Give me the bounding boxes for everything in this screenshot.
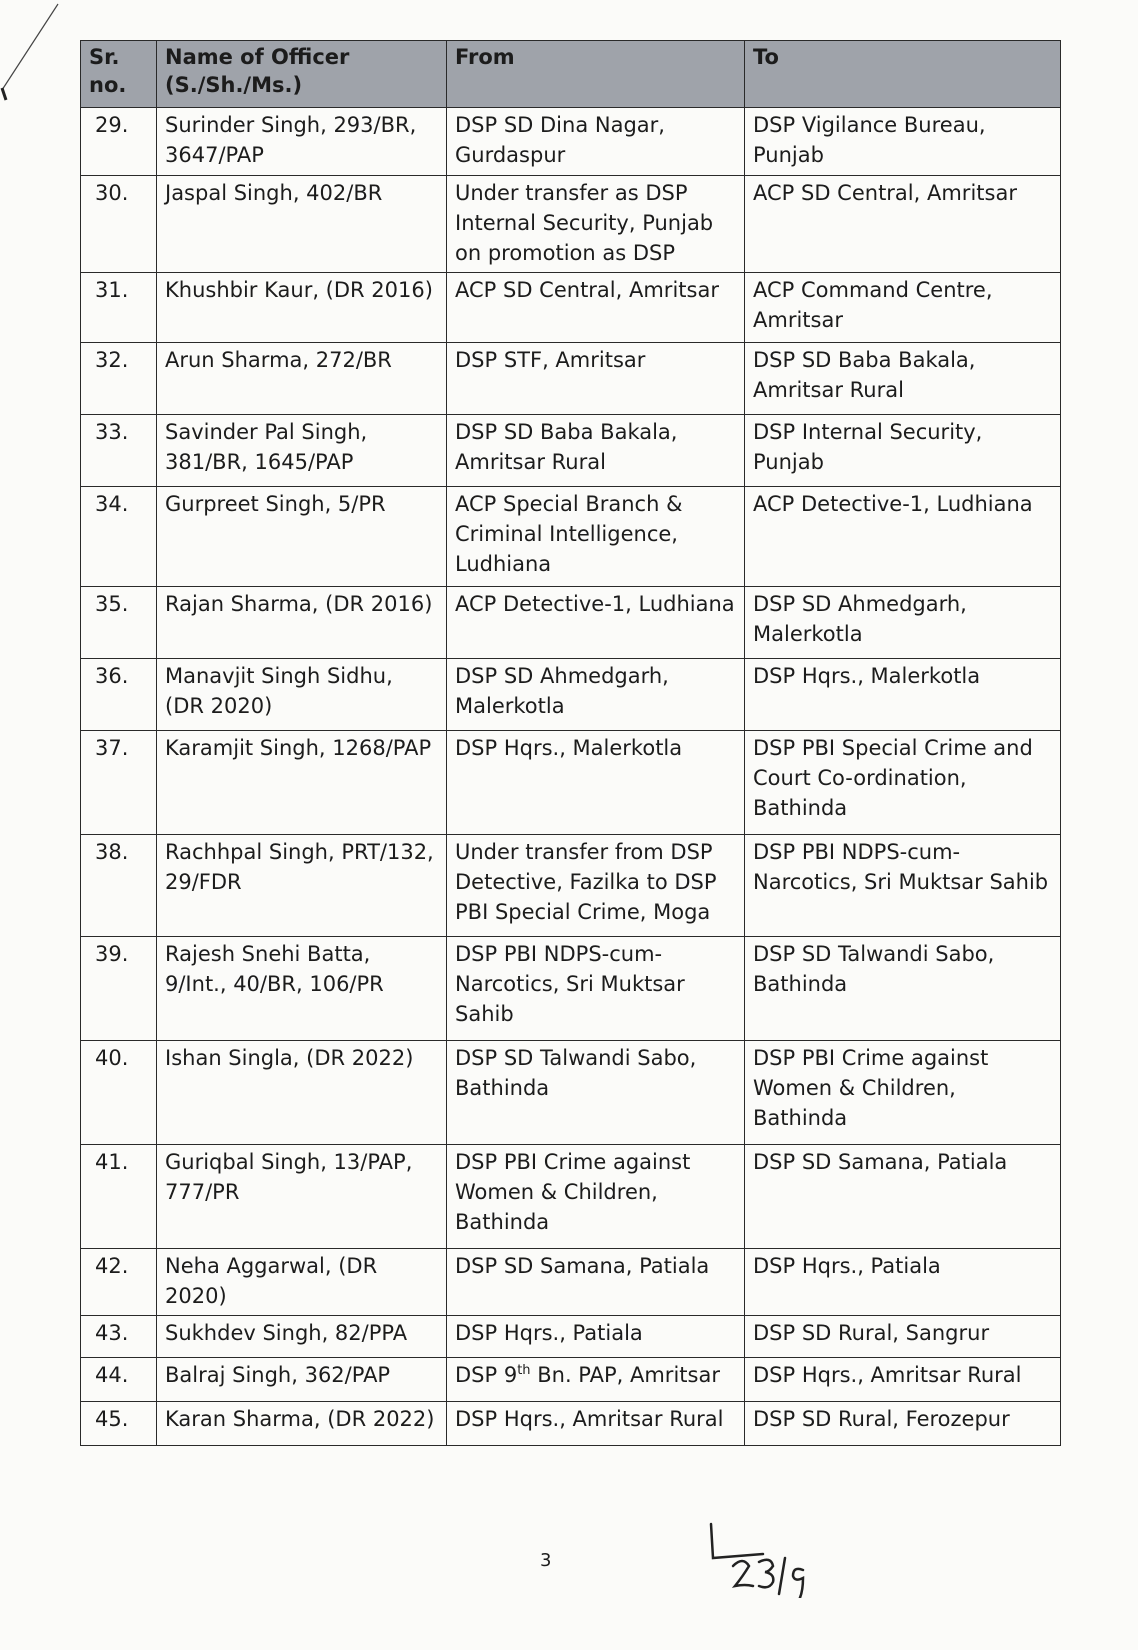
cell-name: Karamjit Singh, 1268/PAP xyxy=(157,731,447,835)
table-row xyxy=(81,937,1061,1041)
cell-from: DSP SD Baba Bakala, Amritsar Rural xyxy=(447,415,745,487)
table-row xyxy=(81,343,1061,415)
cell-to: DSP Vigilance Bureau, Punjab xyxy=(745,108,1061,176)
cell-from: DSP PBI Crime against Women & Children, Bathinda xyxy=(447,1145,745,1249)
handwritten-signature xyxy=(705,1518,845,1598)
table-row xyxy=(81,487,1061,587)
table-row xyxy=(81,835,1061,937)
header-officer-name: Name of Officer (S./Sh./Ms.) xyxy=(157,41,447,108)
cell-name: Surinder Singh, 293/BR, 3647/PAP xyxy=(157,108,447,176)
cell-from: DSP Hqrs., Malerkotla xyxy=(447,731,745,835)
cell-from: ACP SD Central, Amritsar xyxy=(447,273,745,343)
scan-edge-mark xyxy=(0,0,60,200)
cell-name: Jaspal Singh, 402/BR xyxy=(157,176,447,273)
from-text-post: Bn. PAP, Amritsar xyxy=(530,1363,720,1387)
table-row xyxy=(81,1041,1061,1145)
cell-to: DSP PBI Crime against Women & Children, Bathinda xyxy=(745,1041,1061,1145)
ordinal-suffix: th xyxy=(517,1363,531,1378)
cell-from: DSP SD Ahmedgarh, Malerkotla xyxy=(447,659,745,731)
cell-sr: 38. xyxy=(81,835,157,937)
cell-sr: 33. xyxy=(81,415,157,487)
transfer-table xyxy=(80,40,1061,1446)
cell-from: DSP SD Samana, Patiala xyxy=(447,1249,745,1316)
cell-to: DSP SD Samana, Patiala xyxy=(745,1145,1061,1249)
cell-sr: 30. xyxy=(81,176,157,273)
cell-name: Karan Sharma, (DR 2022) xyxy=(157,1402,447,1446)
cell-to: DSP PBI Special Crime and Court Co-ordination, Bathinda xyxy=(745,731,1061,835)
cell-name: Rajan Sharma, (DR 2016) xyxy=(157,587,447,659)
cell-to: DSP SD Baba Bakala, Amritsar Rural xyxy=(745,343,1061,415)
cell-sr: 41. xyxy=(81,1145,157,1249)
table-row xyxy=(81,1249,1061,1316)
cell-to: DSP Hqrs., Amritsar Rural xyxy=(745,1358,1061,1402)
table-row xyxy=(81,659,1061,731)
cell-to: DSP Hqrs., Patiala xyxy=(745,1249,1061,1316)
cell-to: DSP SD Talwandi Sabo, Bathinda xyxy=(745,937,1061,1041)
table-row xyxy=(81,176,1061,273)
cell-sr: 37. xyxy=(81,731,157,835)
cell-from xyxy=(447,1358,745,1402)
table-row xyxy=(81,1402,1061,1446)
cell-to: DSP SD Ahmedgarh, Malerkotla xyxy=(745,587,1061,659)
table-row xyxy=(81,1145,1061,1249)
cell-to: DSP SD Rural, Ferozepur xyxy=(745,1402,1061,1446)
cell-to: ACP Command Centre, Amritsar xyxy=(745,273,1061,343)
page-number: 3 xyxy=(540,1550,552,1571)
cell-sr: 42. xyxy=(81,1249,157,1316)
header-from: From xyxy=(447,41,745,108)
cell-sr: 36. xyxy=(81,659,157,731)
cell-sr: 44. xyxy=(81,1358,157,1402)
cell-from: DSP SD Dina Nagar, Gurdaspur xyxy=(447,108,745,176)
cell-sr: 32. xyxy=(81,343,157,415)
cell-from: Under transfer as DSP Internal Security, Punjab on promotion as DSP xyxy=(447,176,745,273)
cell-to: ACP Detective-1, Ludhiana xyxy=(745,487,1061,587)
header-sr-no: Sr. no. xyxy=(81,41,157,108)
cell-sr: 39. xyxy=(81,937,157,1041)
cell-name: Guriqbal Singh, 13/PAP, 777/PR xyxy=(157,1145,447,1249)
cell-from: DSP PBI NDPS-cum-Narcotics, Sri Muktsar Sahib xyxy=(447,937,745,1041)
cell-from: DSP STF, Amritsar xyxy=(447,343,745,415)
cell-sr: 34. xyxy=(81,487,157,587)
cell-sr: 31. xyxy=(81,273,157,343)
cell-to: DSP PBI NDPS-cum-Narcotics, Sri Muktsar Sahib xyxy=(745,835,1061,937)
table-header-row xyxy=(81,41,1061,108)
cell-to: DSP Internal Security, Punjab xyxy=(745,415,1061,487)
cell-sr: 29. xyxy=(81,108,157,176)
cell-to: ACP SD Central, Amritsar xyxy=(745,176,1061,273)
cell-sr: 43. xyxy=(81,1316,157,1358)
table-row xyxy=(81,1358,1061,1402)
cell-name: Sukhdev Singh, 82/PPA xyxy=(157,1316,447,1358)
cell-name: Savinder Pal Singh, 381/BR, 1645/PAP xyxy=(157,415,447,487)
cell-name: Arun Sharma, 272/BR xyxy=(157,343,447,415)
cell-name: Neha Aggarwal, (DR 2020) xyxy=(157,1249,447,1316)
from-text-pre: DSP 9 xyxy=(455,1363,518,1387)
cell-from: ACP Detective-1, Ludhiana xyxy=(447,587,745,659)
cell-name: Manavjit Singh Sidhu, (DR 2020) xyxy=(157,659,447,731)
cell-from: Under transfer from DSP Detective, Fazilka to DSP PBI Special Crime, Moga xyxy=(447,835,745,937)
table-row xyxy=(81,108,1061,176)
table-row xyxy=(81,1316,1061,1358)
cell-to: DSP Hqrs., Malerkotla xyxy=(745,659,1061,731)
cell-name: Balraj Singh, 362/PAP xyxy=(157,1358,447,1402)
table-row xyxy=(81,731,1061,835)
header-to: To xyxy=(745,41,1061,108)
cell-name: Khushbir Kaur, (DR 2016) xyxy=(157,273,447,343)
cell-from: DSP Hqrs., Patiala xyxy=(447,1316,745,1358)
cell-name: Ishan Singla, (DR 2022) xyxy=(157,1041,447,1145)
table-row xyxy=(81,273,1061,343)
cell-to: DSP SD Rural, Sangrur xyxy=(745,1316,1061,1358)
cell-from: ACP Special Branch & Criminal Intelligence, Ludhiana xyxy=(447,487,745,587)
table-row xyxy=(81,587,1061,659)
cell-from: DSP SD Talwandi Sabo, Bathinda xyxy=(447,1041,745,1145)
cell-name: Rajesh Snehi Batta, 9/Int., 40/BR, 106/PR xyxy=(157,937,447,1041)
cell-sr: 35. xyxy=(81,587,157,659)
cell-name: Gurpreet Singh, 5/PR xyxy=(157,487,447,587)
cell-sr: 40. xyxy=(81,1041,157,1145)
cell-name: Rachhpal Singh, PRT/132, 29/FDR xyxy=(157,835,447,937)
cell-from: DSP Hqrs., Amritsar Rural xyxy=(447,1402,745,1446)
cell-sr: 45. xyxy=(81,1402,157,1446)
table-row xyxy=(81,415,1061,487)
